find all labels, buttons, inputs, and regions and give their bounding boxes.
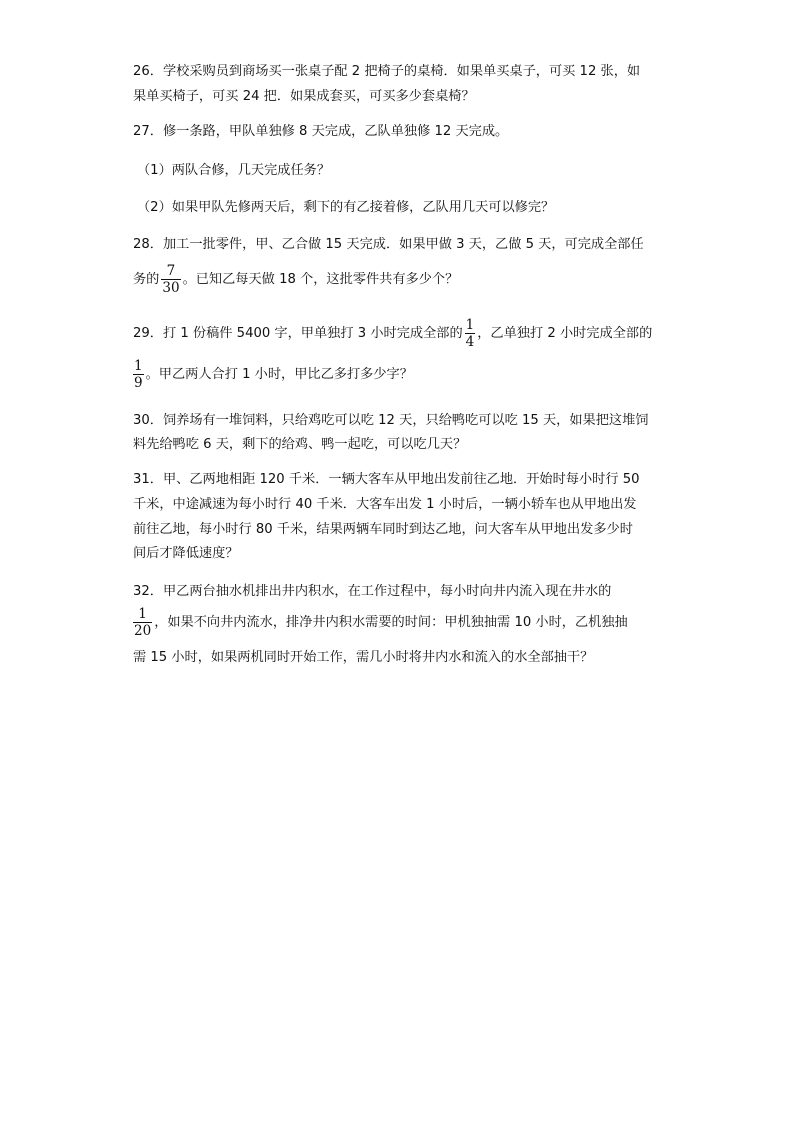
problem-32-line-1: 32．甲乙两台抽水机排出井内积水，在工作过程中，每小时向井内流入现在井水的 [133,584,612,599]
problem-29-text-part-1: 29．打 1 份稿件 5400 字，甲单独打 3 小时完成全部的 [133,326,463,341]
problem-29-line-2 [133,355,663,395]
problem-31-line-1: 31．甲、乙两地相距 120 千米．一辆大客车从甲地出发前往乙地．开始时每小时行 50 [133,472,640,487]
fraction-numerator: 7 [166,262,176,279]
problem-32-text-after-fraction: ，如果不向井内流水，排净井内积水需要的时间：甲机独抽需 10 小时，乙机独抽 [154,615,628,630]
fraction-1-4 [465,317,476,350]
fraction-1-9 [133,358,144,391]
problem-30-line-2: 料先给鸭吃 6 天，剩下的给鸡、鸭一起吃，可以吃几天？ [133,437,467,452]
problem-29-text-part-2: ，乙单独打 2 小时完成全部的 [477,326,653,341]
problem-27-part-2: （2）如果甲队先修两天后，剩下的有乙接着修，乙队用几天可以修完？ [137,200,555,215]
problem-31-line-2: 千米，中途减速为每小时行 40 千米．大客车出发 1 小时后，一辆小轿车也从甲地出发 [133,497,637,512]
problem-29-text-part-3: 。甲乙两人合打 1 小时，甲比乙多打多少字？ [145,367,413,382]
problem-28-line-1: 28．加工一批零件，甲、乙合做 15 天完成．如果甲做 3 天，乙做 5 天，可完成全部任 [133,237,644,252]
fraction-7-30 [161,263,180,296]
fraction-denominator: 30 [162,279,180,296]
problem-32-line-2 [133,603,663,643]
problem-30-line-1: 30．饲养场有一堆饲料，只给鸡吃可以吃 12 天，只给鸭吃可以吃 15 天，如果把这堆饲 [133,413,649,428]
problem-27-part-1: （1）两队合修，几天完成任务？ [137,163,331,178]
fraction-denominator: 20 [134,622,152,639]
problem-28-text-after-fraction: 。已知乙每天做 18 个，这批零件共有多少个？ [182,272,459,287]
problem-28-line-2 [133,260,663,300]
problem-26-line-1: 26．学校采购员到商场买一张桌子配 2 把椅子的桌椅．如果单买桌子，可买 12 张，如 [133,64,641,79]
problem-28-text-before-fraction: 务的 [133,272,160,287]
fraction-numerator: 1 [138,605,147,622]
fraction-numerator: 1 [465,316,475,333]
problem-31-line-4: 间后才降低速度？ [133,546,239,561]
fraction-denominator: 4 [465,333,475,350]
fraction-denominator: 9 [134,374,143,391]
problem-31-line-3: 前往乙地，每小时行 80 千米，结果两辆车同时到达乙地，问大客车从甲地出发多少时 [133,522,633,537]
problem-29-line-1 [133,314,663,354]
problem-26-line-2: 果单买椅子，可买 24 把．如果成套买，可买多少套桌椅？ [133,89,475,104]
problem-32-line-3: 需 15 小时，如果两机同时开始工作，需几小时将井内水和流入的水全部抽干？ [133,650,594,665]
fraction-numerator: 1 [134,357,143,374]
fraction-1-20 [133,606,152,639]
problem-27-stem: 27．修一条路，甲队单独修 8 天完成，乙队单独修 12 天完成。 [133,124,509,139]
